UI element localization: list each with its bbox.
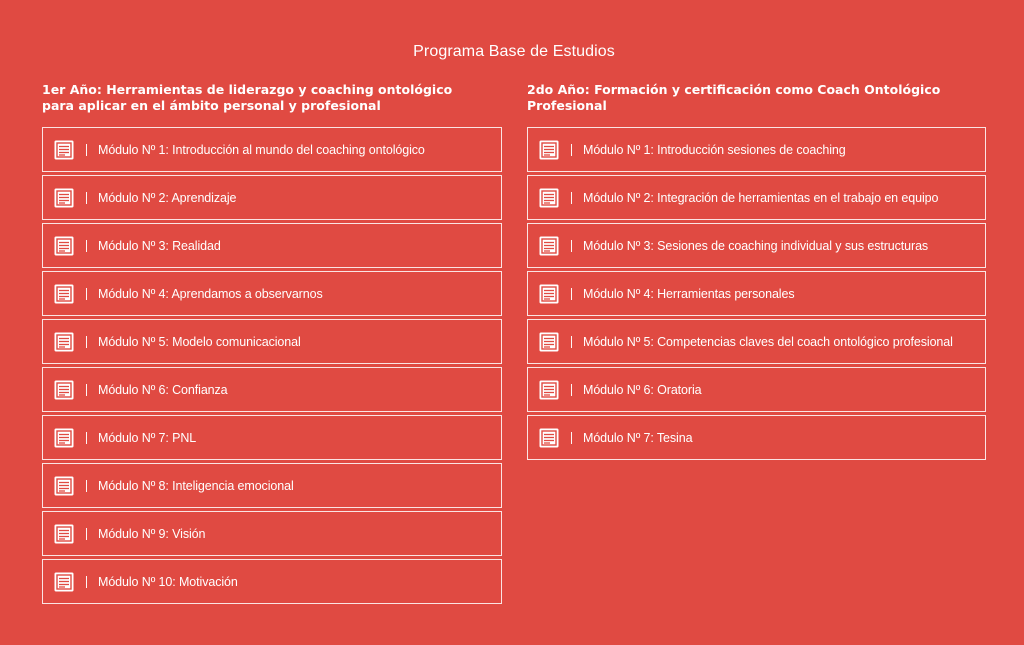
document-icon bbox=[53, 283, 75, 305]
year-1-column bbox=[42, 82, 502, 607]
module-item[interactable] bbox=[42, 223, 502, 268]
module-label: Módulo Nº 8: Inteligencia emocional bbox=[98, 478, 294, 493]
separator bbox=[86, 384, 87, 396]
separator bbox=[86, 288, 87, 300]
document-icon bbox=[538, 235, 560, 257]
module-item[interactable] bbox=[42, 367, 502, 412]
separator bbox=[571, 432, 572, 444]
separator bbox=[86, 336, 87, 348]
document-icon bbox=[538, 187, 560, 209]
module-item[interactable] bbox=[42, 415, 502, 460]
year-2-column bbox=[527, 82, 987, 463]
module-label: Módulo Nº 2: Aprendizaje bbox=[98, 190, 237, 205]
separator bbox=[571, 336, 572, 348]
module-label: Módulo Nº 1: Introducción sesiones de coaching bbox=[583, 142, 846, 157]
separator bbox=[571, 240, 572, 252]
module-item[interactable] bbox=[42, 559, 502, 604]
module-label: Módulo Nº 5: Competencias claves del coach ontológico profesional bbox=[583, 334, 953, 349]
year-2-heading: 2do Año: Formación y certificación como Coach Ontológico Profesional bbox=[527, 82, 941, 113]
document-icon bbox=[53, 379, 75, 401]
year-2-module-list bbox=[527, 127, 987, 460]
document-icon bbox=[53, 571, 75, 593]
module-item[interactable] bbox=[527, 175, 986, 220]
module-label: Módulo Nº 3: Realidad bbox=[98, 238, 221, 253]
module-label: Módulo Nº 9: Visión bbox=[98, 526, 206, 541]
year-1-heading: 1er Año: Herramientas de liderazgo y coaching ontológico para aplicar en el ámbito personal y profesional bbox=[42, 82, 453, 113]
module-label: Módulo Nº 6: Confianza bbox=[98, 382, 228, 397]
separator bbox=[571, 192, 572, 204]
separator bbox=[86, 240, 87, 252]
module-item[interactable] bbox=[42, 511, 502, 556]
document-icon bbox=[53, 235, 75, 257]
document-icon bbox=[53, 187, 75, 209]
module-item[interactable] bbox=[42, 463, 502, 508]
document-icon bbox=[538, 379, 560, 401]
module-item[interactable] bbox=[527, 223, 986, 268]
separator bbox=[86, 192, 87, 204]
document-icon bbox=[538, 283, 560, 305]
document-icon bbox=[53, 475, 75, 497]
document-icon bbox=[538, 331, 560, 353]
module-item[interactable] bbox=[527, 271, 986, 316]
document-icon bbox=[53, 523, 75, 545]
module-label: Módulo Nº 1: Introducción al mundo del coaching ontológico bbox=[98, 142, 425, 157]
separator bbox=[86, 144, 87, 156]
module-item[interactable] bbox=[527, 415, 986, 460]
document-icon bbox=[53, 427, 75, 449]
page-title: Programa Base de Estudios bbox=[413, 42, 615, 60]
module-item[interactable] bbox=[527, 127, 986, 172]
module-label: Módulo Nº 4: Herramientas personales bbox=[583, 286, 795, 301]
separator bbox=[86, 576, 87, 588]
document-icon bbox=[538, 139, 560, 161]
document-icon bbox=[53, 139, 75, 161]
module-item[interactable] bbox=[42, 319, 502, 364]
module-label: Módulo Nº 4: Aprendamos a observarnos bbox=[98, 286, 323, 301]
module-label: Módulo Nº 7: Tesina bbox=[583, 430, 693, 445]
document-icon bbox=[53, 331, 75, 353]
document-icon bbox=[538, 427, 560, 449]
module-label: Módulo Nº 6: Oratoria bbox=[583, 382, 702, 397]
module-label: Módulo Nº 3: Sesiones de coaching individual y sus estructuras bbox=[583, 238, 929, 253]
module-label: Módulo Nº 5: Modelo comunicacional bbox=[98, 334, 301, 349]
module-item[interactable] bbox=[42, 175, 502, 220]
module-item[interactable] bbox=[42, 127, 502, 172]
module-label: Módulo Nº 7: PNL bbox=[98, 430, 197, 445]
module-item[interactable] bbox=[527, 367, 986, 412]
year-1-module-list bbox=[42, 127, 502, 604]
module-label: Módulo Nº 10: Motivación bbox=[98, 574, 238, 589]
module-item[interactable] bbox=[42, 271, 502, 316]
separator bbox=[571, 288, 572, 300]
separator bbox=[86, 432, 87, 444]
separator bbox=[86, 528, 87, 540]
separator bbox=[86, 480, 87, 492]
separator bbox=[571, 144, 572, 156]
separator bbox=[571, 384, 572, 396]
module-item[interactable] bbox=[527, 319, 986, 364]
module-label: Módulo Nº 2: Integración de herramientas en el trabajo en equipo bbox=[583, 190, 939, 205]
